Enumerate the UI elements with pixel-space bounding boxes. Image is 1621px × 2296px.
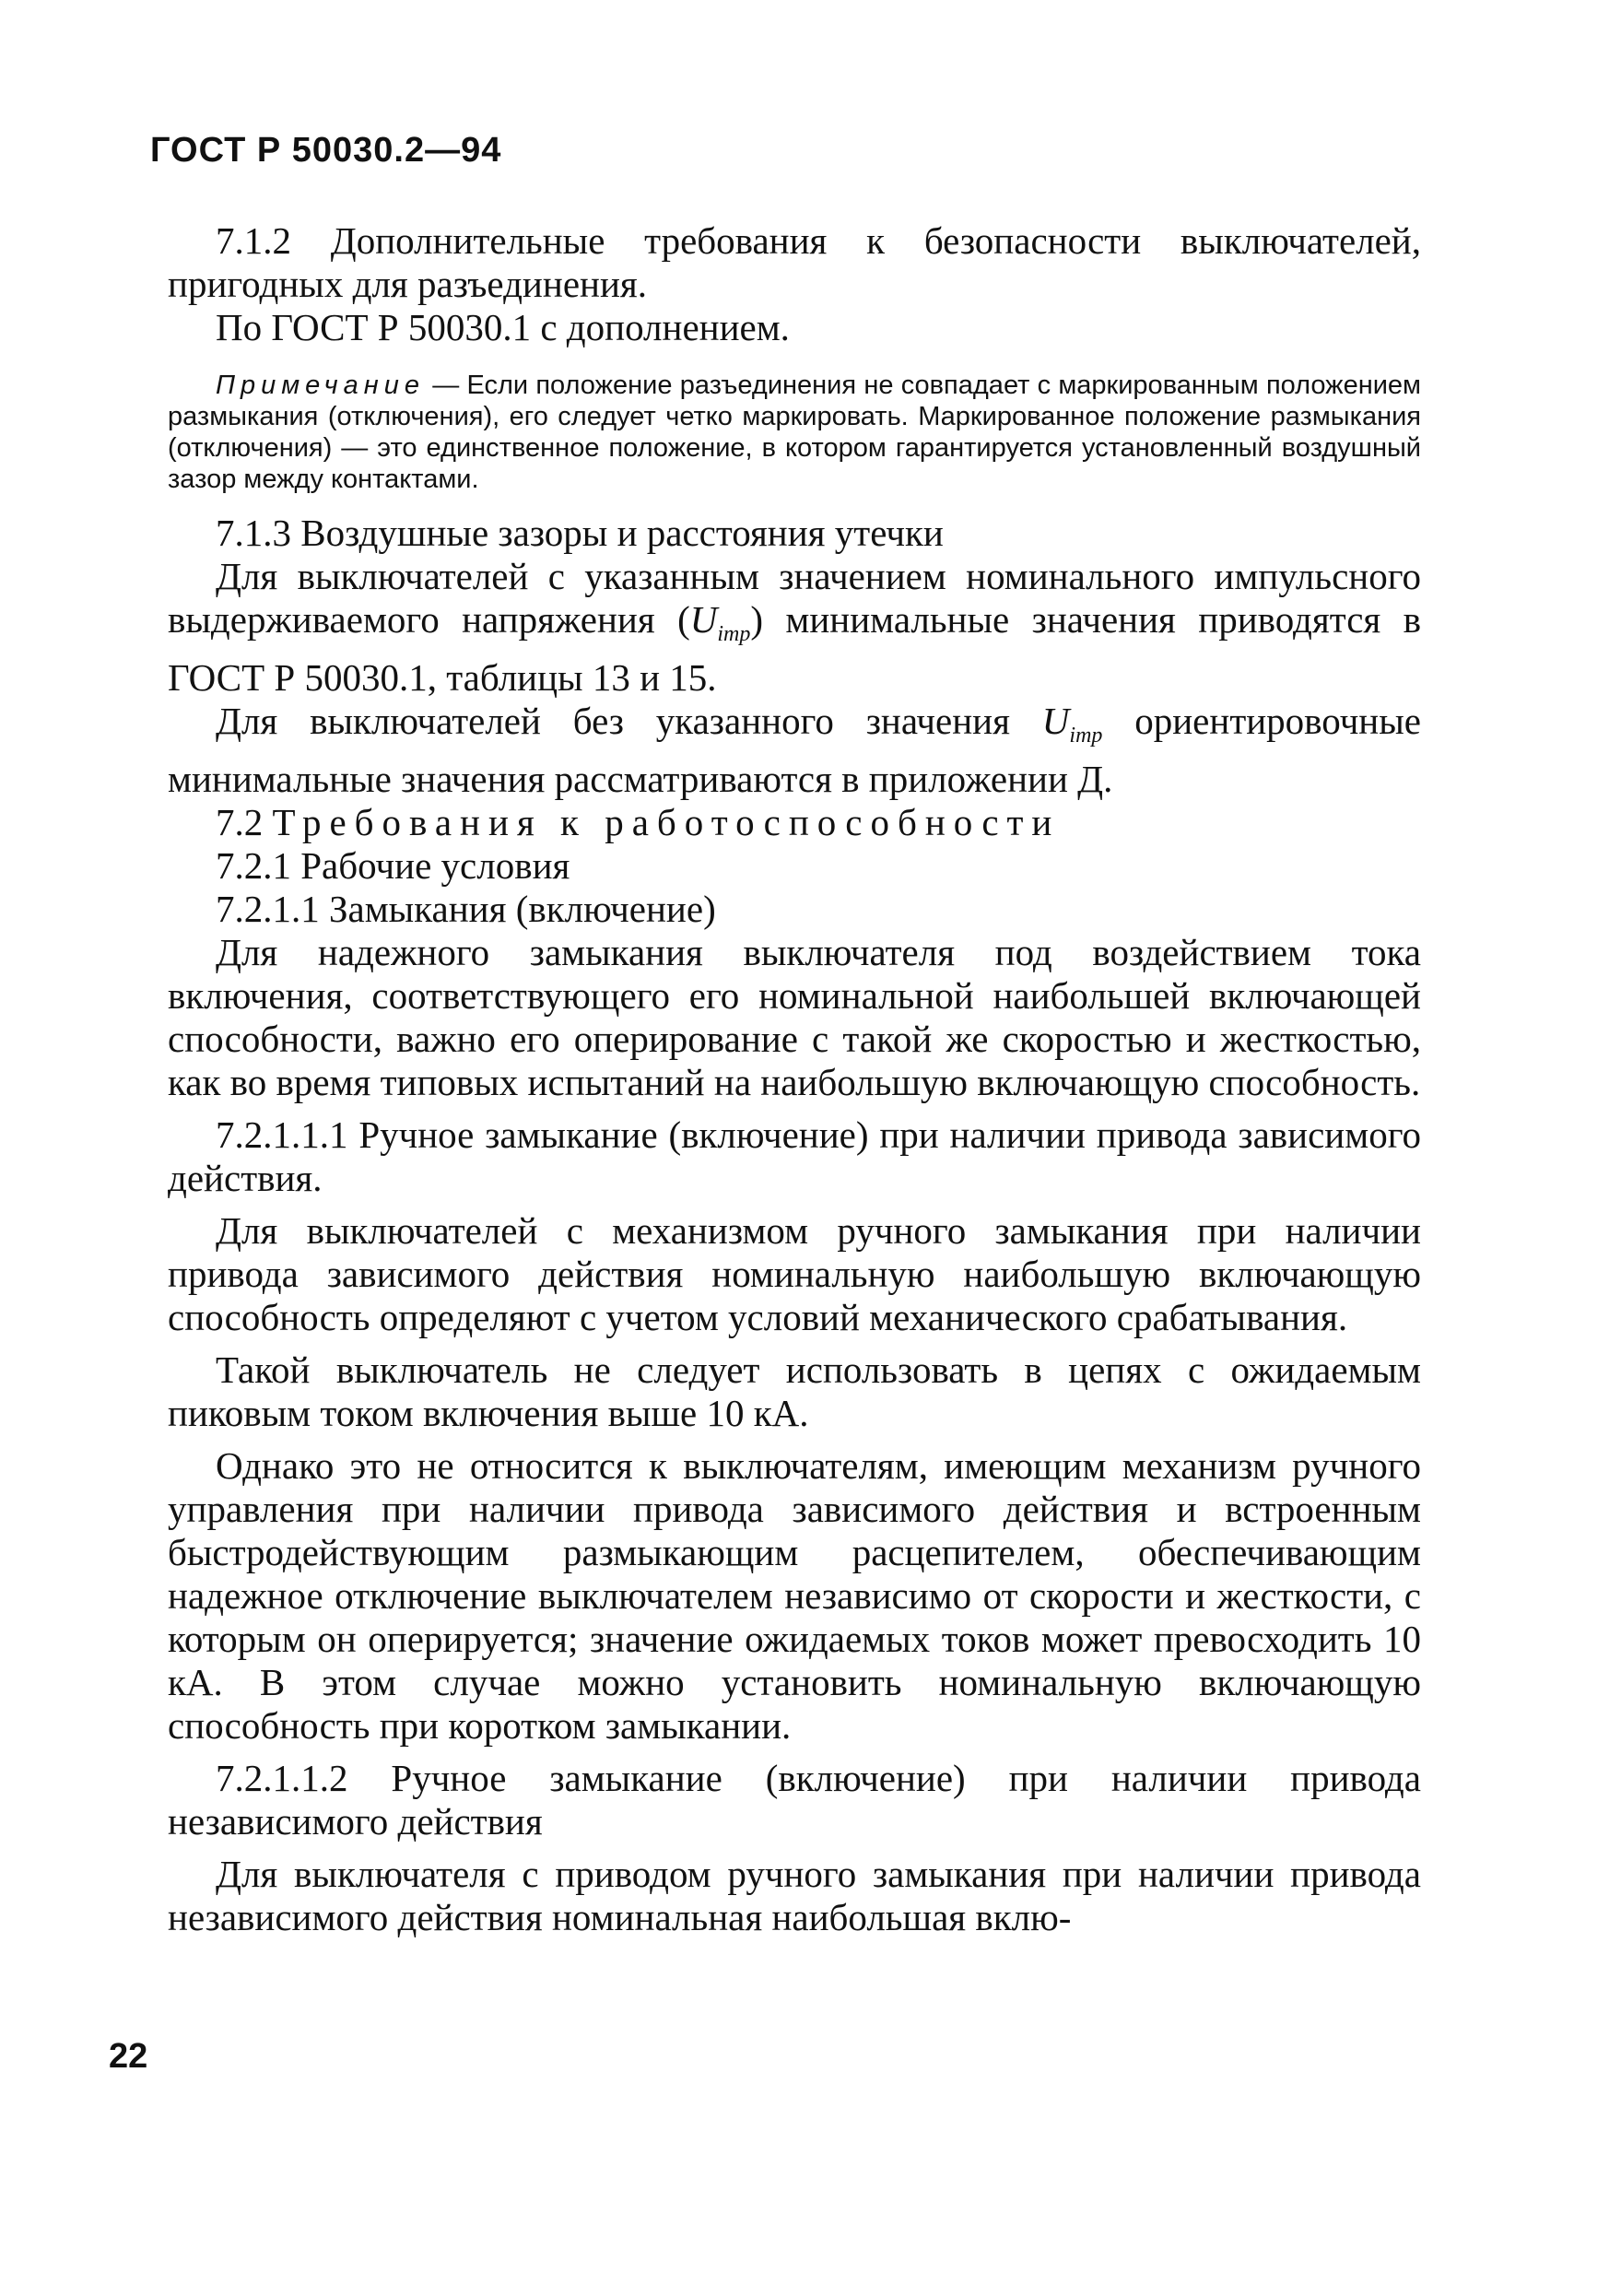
- paragraph-text: Для выключателей с указанным значением номинального импульсного выдерживаемого напряжения (: [168, 555, 1421, 641]
- note-paragraph: [168, 370, 1421, 495]
- document-body: [168, 219, 1421, 1939]
- uimp-symbol: [1041, 700, 1103, 748]
- note-label: Примечание: [216, 371, 426, 400]
- page-number: 22: [109, 2037, 148, 2076]
- section-7-2-heading: Требования к работоспособности: [272, 801, 1061, 844]
- paragraph-text: Для выключателей без указанного значения: [216, 700, 1042, 743]
- paragraph-text: ориентировочные минимальные значения рассматриваются в приложении Д.: [168, 700, 1421, 801]
- section-7-1-3-paragraph-2: [168, 700, 1421, 801]
- paragraph-text: ) минимальные значения приводятся в ГОСТ Р 50030.1, таблицы 13 и 15.: [168, 598, 1421, 700]
- uimp-u: U: [689, 598, 718, 641]
- section-7-2-1-1-1-paragraph-1: Для выключателей с механизмом ручного замыкания при наличии привода зависимого действия номинальную наибольшую включающую способность определяют с учетом условий механического срабатывания.: [168, 1209, 1421, 1339]
- section-7-1-2-title: 7.1.2 Дополнительные требования к безопасности выключателей, пригодных для разъединения.: [168, 219, 1421, 305]
- uimp-subscript: imp: [717, 622, 751, 647]
- note-text: — Если положение разъединения не совпадает с маркированным положением размыкания (отключения), его следует четко маркировать. Маркированное положение размыкания (отключения) — это единственное положение, в котором гарантируется установленный воздушный зазор между контактами.: [168, 371, 1421, 494]
- uimp-u: U: [1041, 700, 1070, 743]
- section-7-2-number: 7.2: [216, 801, 273, 844]
- section-7-1-3-paragraph-1: [168, 555, 1421, 700]
- section-7-2-title: [168, 801, 1421, 844]
- section-7-2-1-1-1-paragraph-2: Такой выключатель не следует использовать в цепях с ожидаемым пиковым током включения выше 10 кА.: [168, 1348, 1421, 1435]
- section-7-2-1-1-2-title: 7.2.1.1.2 Ручное замыкание (включение) при наличии привода независимого действия: [168, 1757, 1421, 1843]
- section-7-2-1-1-1-title: 7.2.1.1.1 Ручное замыкание (включение) при наличии привода зависимого действия.: [168, 1113, 1421, 1200]
- document-header: ГОСТ Р 50030.2—94: [150, 131, 502, 170]
- section-7-2-1-1-paragraph: Для надежного замыкания выключателя под воздействием тока включения, соответствующего его номинальной наибольшей включающей способности, важно его оперирование с такой же скоростью и жесткостью, как во время типовых испытаний на наибольшую включающую способность.: [168, 931, 1421, 1104]
- section-7-2-1-1-2-paragraph: Для выключателя с приводом ручного замыкания при наличии привода независимого действия номинальная наибольшая вклю-: [168, 1853, 1421, 1939]
- section-7-1-3-title: 7.1.3 Воздушные зазоры и расстояния утечки: [216, 512, 944, 554]
- section-7-1-2-reference: По ГОСТ Р 50030.1 с дополнением.: [216, 306, 790, 348]
- uimp-symbol: [689, 598, 751, 647]
- uimp-subscript: imp: [1069, 724, 1103, 748]
- section-7-2-1-1-1-paragraph-3: Однако это не относится к выключателям, имеющим механизм ручного управления при наличии привода зависимого действия и встроенным быстродействующим размыкающим расцепителем, обеспечивающим надежное отключение выключателем независимо от скорости и жесткости, с которым он оперируется; значение ожидаемых токов может превосходить 10 кА. В этом случае можно установить номинальную включающую способность при коротком замыкании.: [168, 1444, 1421, 1748]
- section-7-2-1-title: 7.2.1 Рабочие условия: [216, 844, 570, 888]
- section-7-2-1-1-title: 7.2.1.1 Замыкания (включение): [216, 888, 716, 931]
